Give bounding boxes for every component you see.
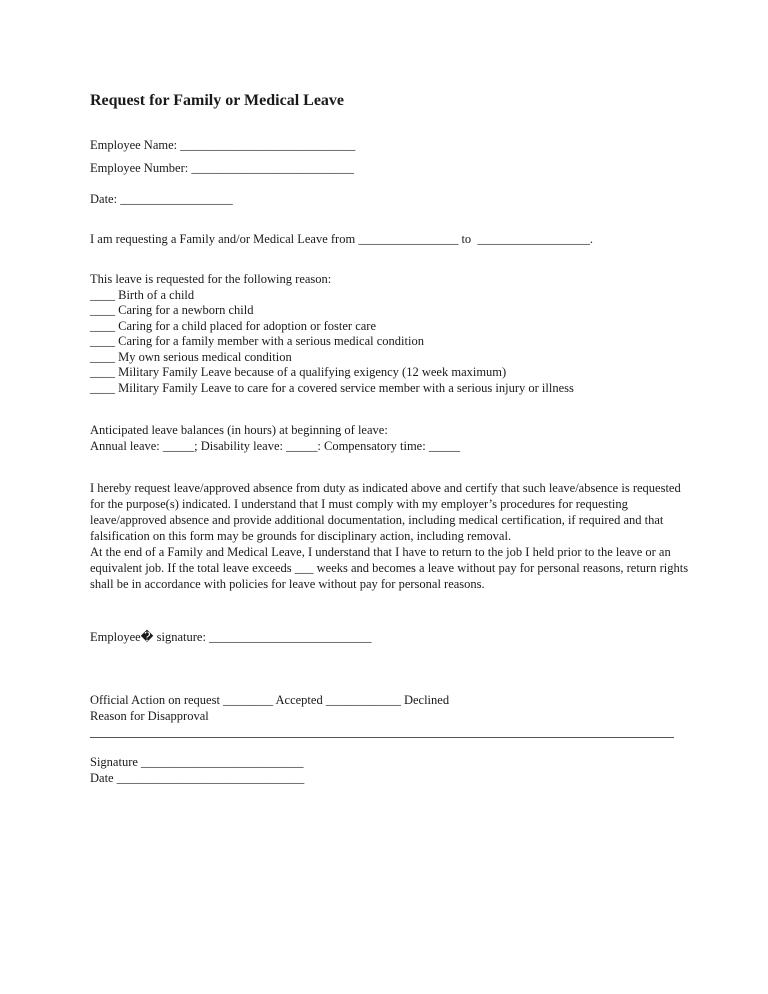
official-date-row <box>90 771 304 787</box>
employee-signature-field[interactable]: __________________________ <box>209 630 372 644</box>
date-label: Date: <box>90 192 118 206</box>
reason-item-family-member[interactable]: ____ Caring for a family member with a serious medical condition <box>90 334 424 348</box>
employee-signature-row <box>90 630 372 646</box>
reason-for-disapproval-label: Reason for Disapproval <box>90 709 209 723</box>
official-signature-row <box>90 755 304 771</box>
official-date-field[interactable]: ______________________________ <box>116 771 305 785</box>
employee-name-field[interactable]: ____________________________ <box>180 138 356 152</box>
reason-item-military-caregiver[interactable]: ____ Military Family Leave to care for a covered service member with a serious injury or illness <box>90 380 574 395</box>
certification-paragraph-1: I hereby request leave/approved absence from duty as indicated above and certify that such leave/absence is requested for the purpose(s) indicated. I understand that I must comply with my employer’s procedures for requesting leave/approved absence and provide additional documentation, including medical certification, if required and that falsification on this form may be grounds for disciplinary action, including removal. <box>90 481 681 543</box>
disapproval-reason-line[interactable] <box>90 737 674 738</box>
leave-request-row <box>90 232 593 248</box>
leave-from-field[interactable]: ________________ <box>358 232 459 246</box>
reason-item-birth[interactable]: ____ Birth of a child <box>90 287 195 302</box>
date-field[interactable]: __________________ <box>120 192 233 206</box>
official-date-label: Date <box>90 771 114 785</box>
leave-to-field[interactable]: __________________. <box>477 232 594 246</box>
reasons-heading: This leave is requested for the following reason: <box>90 272 332 286</box>
employee-name-label: Employee Name: <box>90 138 178 152</box>
document-title: Request for Family or Medical Leave <box>90 92 345 109</box>
certification-paragraph-2: At the end of a Family and Medical Leave, I understand that I have to return to the job I held prior to the leave or an equivalent job. If the total leave exceeds ___ weeks and becomes a leave without pay for personal reasons, return rights shall be in accordance with policies for leave without pay for personal reasons. <box>90 545 689 591</box>
employee-number-label: Employee Number: <box>90 161 189 175</box>
reason-item-newborn[interactable]: ____ Caring for a newborn child <box>90 303 254 317</box>
reasons-section <box>90 272 574 396</box>
reason-item-own-condition[interactable]: ____ My own serious medical condition <box>90 349 292 364</box>
employee-number-field[interactable]: __________________________ <box>191 161 354 175</box>
employee-name-row <box>90 138 355 154</box>
reason-item-military-exigency[interactable]: ____ Military Family Leave because of a qualifying exigency (12 week maximum) <box>90 365 507 379</box>
reason-item-adoption[interactable]: ____ Caring for a child placed for adoption or foster care <box>90 318 377 333</box>
date-row <box>90 192 233 208</box>
certification-text <box>90 480 690 592</box>
leave-request-text: I am requesting a Family and/or Medical Leave from <box>90 232 356 246</box>
balances-heading: Anticipated leave balances (in hours) at beginning of leave: <box>90 423 388 437</box>
official-action-line[interactable]: Official Action on request ________ Accepted ____________ Declined <box>90 693 450 707</box>
official-signature-label: Signature <box>90 755 138 769</box>
balances-line[interactable]: Annual leave: _____; Disability leave: _____: Compensatory time: _____ <box>90 439 461 453</box>
leave-to-text: to <box>461 232 472 246</box>
employee-signature-label: Employee� signature: <box>90 630 206 644</box>
employee-number-row <box>90 161 354 177</box>
official-signature-field[interactable]: __________________________ <box>141 755 304 769</box>
